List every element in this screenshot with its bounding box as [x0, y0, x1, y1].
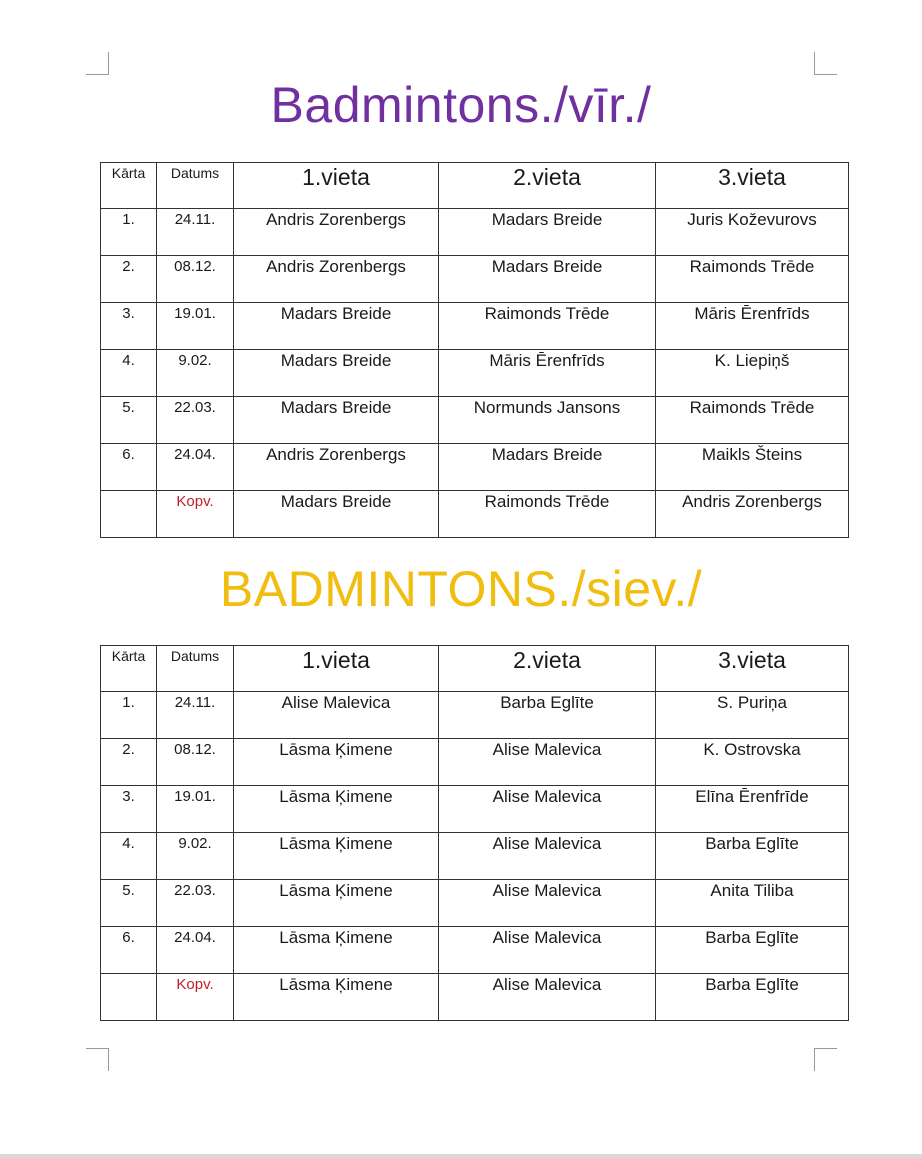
- date-cell: 22.03.: [157, 397, 234, 444]
- date-cell: 19.01.: [157, 303, 234, 350]
- second-place-cell: Madars Breide: [439, 256, 656, 303]
- round-cell: [101, 491, 157, 538]
- header-1-vieta: 1.vieta: [234, 163, 439, 209]
- third-place-cell: Barba Eglīte: [656, 833, 849, 880]
- total-label-cell: Kopv.: [157, 974, 234, 1021]
- second-place-cell: Alise Malevica: [439, 927, 656, 974]
- second-place-cell: Alise Malevica: [439, 739, 656, 786]
- date-cell: 08.12.: [157, 256, 234, 303]
- round-cell: 4.: [101, 350, 157, 397]
- header-2-vieta: 2.vieta: [439, 163, 656, 209]
- third-place-cell: Elīna Ērenfrīde: [656, 786, 849, 833]
- first-place-cell: Lāsma Ķimene: [234, 786, 439, 833]
- men-results-table: [100, 162, 849, 538]
- first-place-cell: Madars Breide: [234, 491, 439, 538]
- round-cell: 1.: [101, 209, 157, 256]
- date-cell: 08.12.: [157, 739, 234, 786]
- header-karta: Kārta: [101, 646, 157, 692]
- crop-mark-bottom-left: [86, 1048, 109, 1071]
- date-cell: 9.02.: [157, 350, 234, 397]
- round-cell: 6.: [101, 444, 157, 491]
- third-place-cell: Māris Ērenfrīds: [656, 303, 849, 350]
- total-row: [101, 491, 849, 538]
- date-cell: 22.03.: [157, 880, 234, 927]
- date-cell: 24.11.: [157, 209, 234, 256]
- table-row: [101, 833, 849, 880]
- date-cell: 9.02.: [157, 833, 234, 880]
- table-row: [101, 739, 849, 786]
- total-label-cell: Kopv.: [157, 491, 234, 538]
- header-karta: Kārta: [101, 163, 157, 209]
- third-place-cell: S. Puriņa: [656, 692, 849, 739]
- page-bottom-edge: [0, 1154, 922, 1158]
- table-row: [101, 927, 849, 974]
- first-place-cell: Andris Zorenbergs: [234, 256, 439, 303]
- table-row: [101, 209, 849, 256]
- date-cell: 24.04.: [157, 927, 234, 974]
- first-place-cell: Lāsma Ķimene: [234, 974, 439, 1021]
- round-cell: 5.: [101, 880, 157, 927]
- total-row: [101, 974, 849, 1021]
- second-place-cell: Māris Ērenfrīds: [439, 350, 656, 397]
- women-header-row: [101, 646, 849, 692]
- third-place-cell: Barba Eglīte: [656, 927, 849, 974]
- women-title: BADMINTONS./siev./: [219, 561, 703, 617]
- third-place-cell: Andris Zorenbergs: [656, 491, 849, 538]
- first-place-cell: Lāsma Ķimene: [234, 739, 439, 786]
- third-place-cell: Raimonds Trēde: [656, 397, 849, 444]
- second-place-cell: Alise Malevica: [439, 974, 656, 1021]
- table-row: [101, 444, 849, 491]
- first-place-cell: Madars Breide: [234, 397, 439, 444]
- crop-mark-bottom-right: [814, 1048, 837, 1071]
- round-cell: 1.: [101, 692, 157, 739]
- men-header-row: [101, 163, 849, 209]
- first-place-cell: Madars Breide: [234, 303, 439, 350]
- first-place-cell: Andris Zorenbergs: [234, 209, 439, 256]
- round-cell: 3.: [101, 303, 157, 350]
- round-cell: 2.: [101, 256, 157, 303]
- header-2-vieta: 2.vieta: [439, 646, 656, 692]
- first-place-cell: Alise Malevica: [234, 692, 439, 739]
- third-place-cell: Barba Eglīte: [656, 974, 849, 1021]
- round-cell: 2.: [101, 739, 157, 786]
- table-row: [101, 350, 849, 397]
- third-place-cell: Juris Koževurovs: [656, 209, 849, 256]
- round-cell: 6.: [101, 927, 157, 974]
- first-place-cell: Lāsma Ķimene: [234, 833, 439, 880]
- second-place-cell: Madars Breide: [439, 209, 656, 256]
- first-place-cell: Lāsma Ķimene: [234, 880, 439, 927]
- third-place-cell: Raimonds Trēde: [656, 256, 849, 303]
- round-cell: 5.: [101, 397, 157, 444]
- second-place-cell: Alise Malevica: [439, 833, 656, 880]
- round-cell: 4.: [101, 833, 157, 880]
- second-place-cell: Raimonds Trēde: [439, 491, 656, 538]
- second-place-cell: Barba Eglīte: [439, 692, 656, 739]
- header-datums: Datums: [157, 163, 234, 209]
- third-place-cell: K. Liepiņš: [656, 350, 849, 397]
- table-row: [101, 397, 849, 444]
- date-cell: 24.11.: [157, 692, 234, 739]
- first-place-cell: Andris Zorenbergs: [234, 444, 439, 491]
- third-place-cell: Maikls Šteins: [656, 444, 849, 491]
- first-place-cell: Lāsma Ķimene: [234, 927, 439, 974]
- third-place-cell: Anita Tiliba: [656, 880, 849, 927]
- second-place-cell: Alise Malevica: [439, 880, 656, 927]
- second-place-cell: Madars Breide: [439, 444, 656, 491]
- header-3-vieta: 3.vieta: [656, 646, 849, 692]
- first-place-cell: Madars Breide: [234, 350, 439, 397]
- second-place-cell: Alise Malevica: [439, 786, 656, 833]
- header-1-vieta: 1.vieta: [234, 646, 439, 692]
- table-row: [101, 256, 849, 303]
- header-3-vieta: 3.vieta: [656, 163, 849, 209]
- third-place-cell: K. Ostrovska: [656, 739, 849, 786]
- men-title: Badmintons./vīr./: [270, 77, 652, 133]
- table-row: [101, 303, 849, 350]
- date-cell: 19.01.: [157, 786, 234, 833]
- date-cell: 24.04.: [157, 444, 234, 491]
- crop-mark-top-left: [86, 52, 109, 75]
- header-datums: Datums: [157, 646, 234, 692]
- round-cell: 3.: [101, 786, 157, 833]
- second-place-cell: Normunds Jansons: [439, 397, 656, 444]
- table-row: [101, 786, 849, 833]
- round-cell: [101, 974, 157, 1021]
- crop-mark-top-right: [814, 52, 837, 75]
- second-place-cell: Raimonds Trēde: [439, 303, 656, 350]
- women-results-table: [100, 645, 849, 1021]
- table-row: [101, 692, 849, 739]
- table-row: [101, 880, 849, 927]
